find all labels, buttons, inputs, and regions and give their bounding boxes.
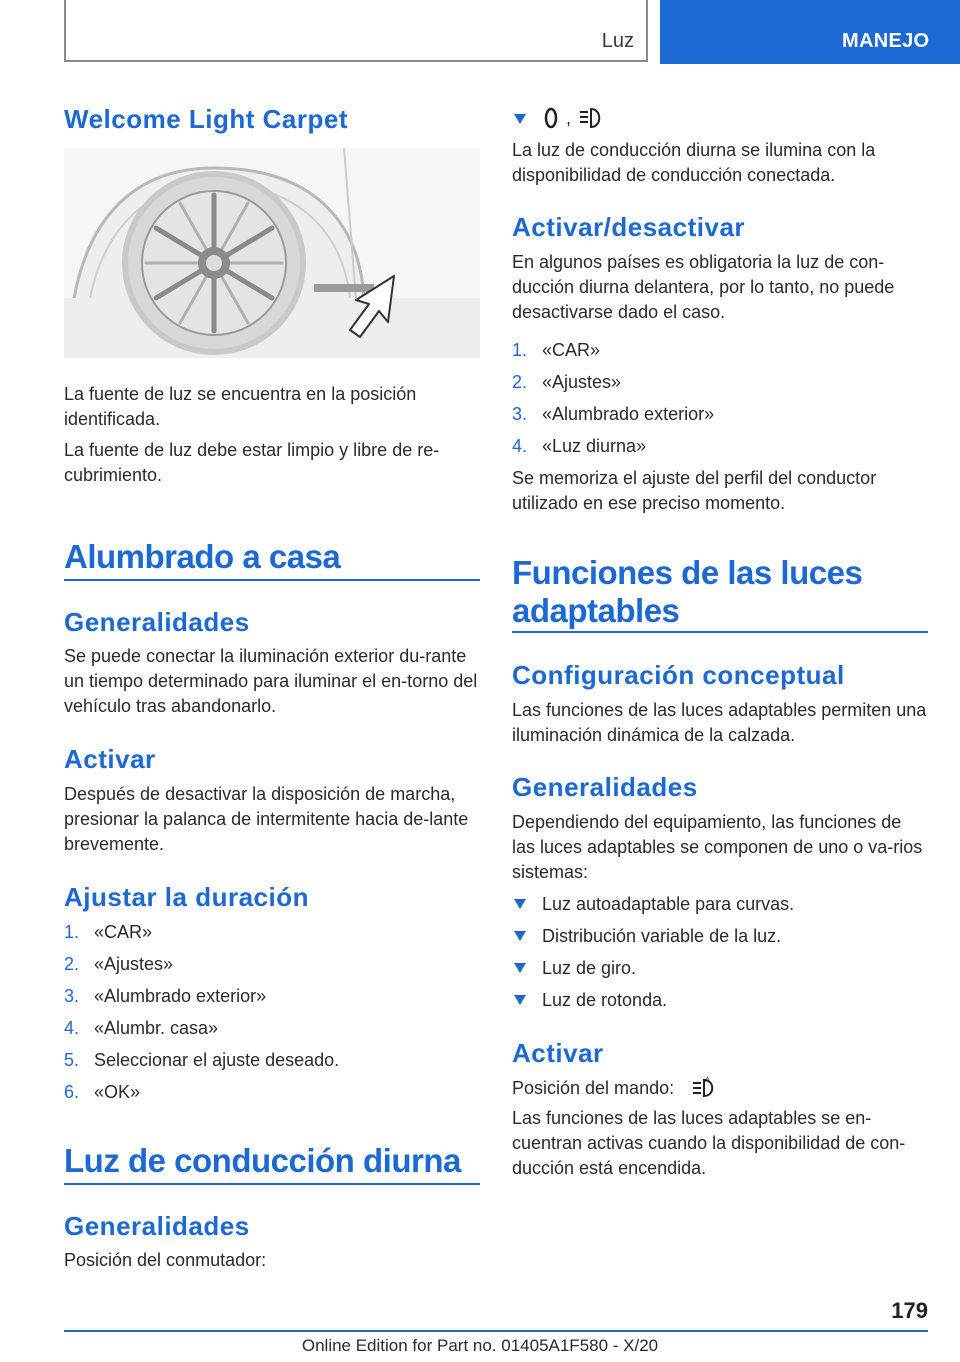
generalidades-text: Se puede conectar la iluminación exterior du-rante un tiempo determinado para iluminar el en-torno del vehículo tras abandonarlo. [64, 646, 478, 716]
list-item: 1. «CAR» [512, 340, 601, 360]
diurna-text: La luz de conducción diurna se ilumina con la disponibilidad de conducción conectada. [512, 140, 876, 185]
memoriza-text: Se memoriza el ajuste del perfil del conductor utilizado en ese preciso momento. [512, 468, 877, 513]
list-item: Distribución variable de la luz. [512, 924, 928, 956]
section-rule [512, 631, 928, 633]
diurna-title: Luz de conducción diurna [64, 1142, 461, 1179]
list-item: 3. «Alumbrado exterior» [512, 404, 715, 424]
configuracion-title: Configuración conceptual [512, 660, 845, 690]
daytime-light-symbol-icon [578, 106, 604, 135]
list-item: 4. «Luz diurna» [512, 436, 647, 456]
list-item: 2. «Ajustes» [512, 372, 622, 392]
funciones-title-line-2: adaptables [512, 592, 680, 629]
list-item: Luz autoadaptable para curvas. [512, 892, 928, 924]
welcome-text-2: La fuente de luz debe estar limpio y libre de re-cubrimiento. [64, 440, 440, 485]
conmutador-text: Posición del conmutador: [64, 1250, 267, 1270]
light-off-symbol-icon [540, 106, 562, 135]
list-item: 5. Seleccionar el ajuste deseado. [64, 1050, 340, 1070]
header-section-label: Luz [601, 30, 634, 52]
ajustar-title: Ajustar la duración [64, 882, 309, 912]
header-chapter-tab [660, 0, 960, 64]
list-item: Luz de giro. [512, 956, 928, 988]
activar-desactivar-title: Activar/desactivar [512, 212, 746, 242]
activar-desactivar-steps-list [512, 338, 928, 466]
list-item: 2. «Ajustes» [64, 954, 174, 974]
list-item: 6. «OK» [64, 1082, 141, 1102]
triangle-bullet-icon [514, 931, 526, 941]
generalidades-title: Generalidades [512, 772, 698, 802]
list-item: 3. «Alumbrado exterior» [64, 986, 267, 1006]
activar-desactivar-text: En algunos países es obligatoria la luz de con-ducción diurna delantera, por lo tanto, no puede desactivarse dado el caso. [512, 252, 895, 322]
svg-text:A: A [705, 1076, 710, 1084]
welcome-light-title: Welcome Light Carpet [64, 104, 349, 134]
activas-text: Las funciones de las luces adaptables se en-cuentran activas cuando la disponibilidad de con-ducción está encendida. [512, 1108, 906, 1178]
activar-title: Activar [64, 744, 156, 774]
mando-text: Posición del mando: [512, 1078, 675, 1098]
edition-footer: Online Edition for Part no. 01405A1F580 - X/20 [301, 1336, 659, 1355]
alumbrado-title: Alumbrado a casa [64, 538, 341, 575]
page-number: 179 [891, 1298, 928, 1323]
header-section-box [64, 0, 648, 62]
list-item: Luz de rotonda. [512, 988, 928, 1020]
list-item: 1. «CAR» [64, 922, 153, 942]
generalidades-title: Generalidades [64, 1211, 250, 1241]
section-rule [64, 579, 480, 581]
generalidades-title: Generalidades [64, 607, 250, 637]
footer-rule [64, 1330, 928, 1332]
triangle-bullet-icon [514, 995, 526, 1005]
generalidades-text: Dependiendo del equipamiento, las funciones de las luces adaptables se componen de uno o va-rios sistemas: [512, 812, 923, 882]
funciones-title-line-1: Funciones de las luces [512, 554, 863, 591]
wheel-illustration [64, 148, 480, 358]
activar-title: Activar [512, 1038, 604, 1068]
activar-text: Después de desactivar la disposición de marcha, presionar la palanca de intermitente hacia de-lante brevemente. [64, 784, 469, 854]
car-wheel-image [64, 148, 480, 358]
triangle-bullet-icon [514, 899, 526, 909]
triangle-bullet-icon [514, 114, 526, 124]
ajustar-steps-list [64, 920, 480, 1112]
welcome-text-1: La fuente de luz se encuentra en la posición identificada. [64, 384, 417, 429]
systems-list [512, 892, 928, 1020]
triangle-bullet-icon [514, 963, 526, 973]
configuracion-text: Las funciones de las luces adaptables permiten una iluminación dinámica de la calzada. [512, 700, 927, 745]
switch-position-bullet [512, 104, 928, 134]
header-chapter-label: MANEJO [842, 30, 930, 52]
section-rule [64, 1183, 480, 1185]
auto-light-symbol-icon [690, 1076, 718, 1105]
symbol-separator: , [566, 108, 572, 128]
list-item: 4. «Alumbr. casa» [64, 1018, 219, 1038]
